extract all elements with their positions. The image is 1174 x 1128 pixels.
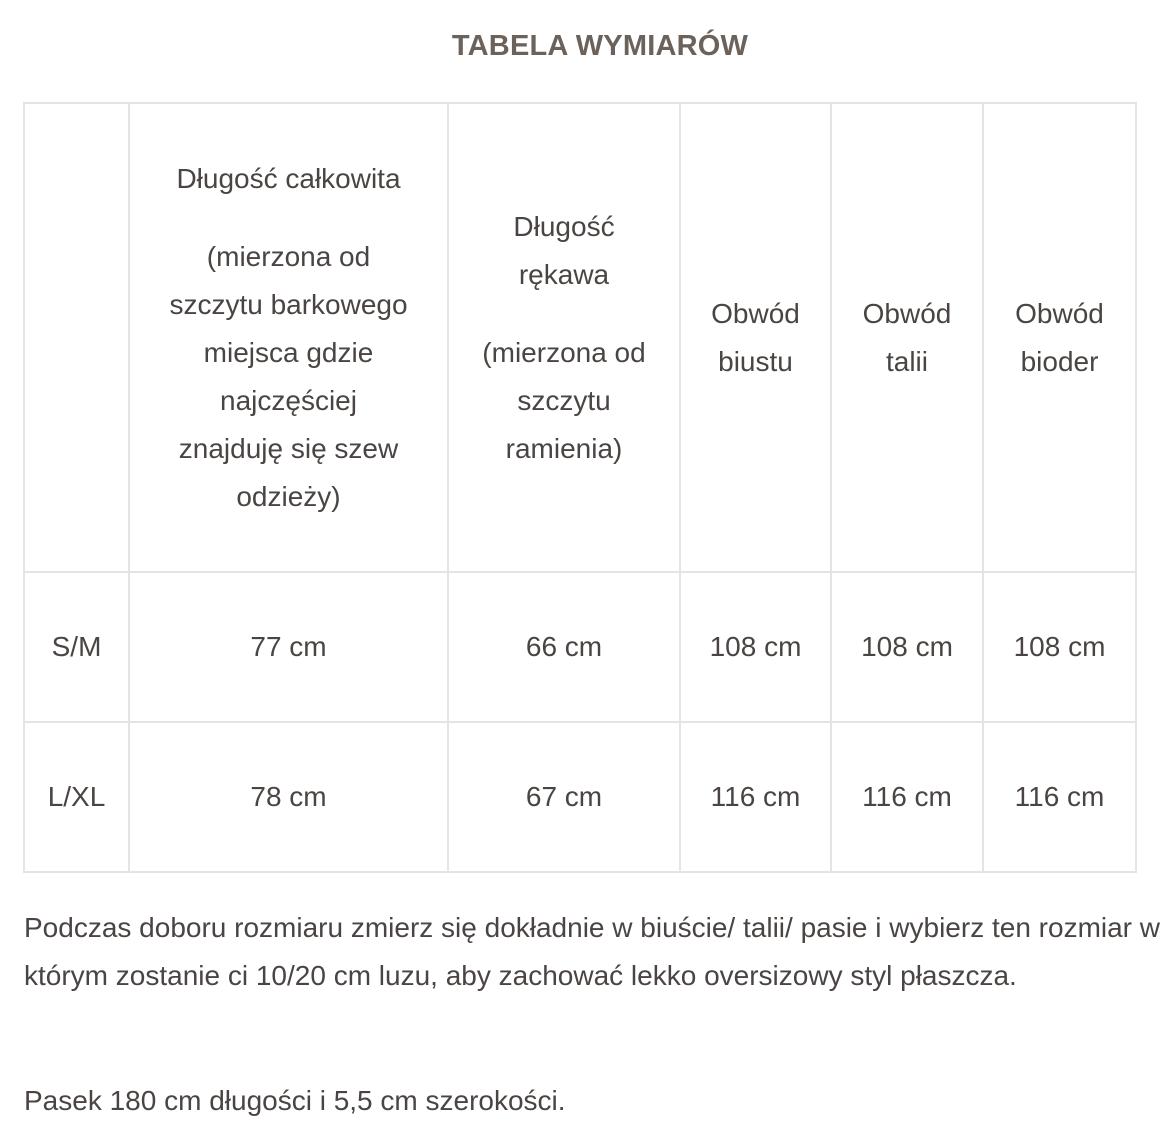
header-sleeve-length-note: (mierzona od [482, 336, 646, 368]
sizing-advice-text: Podczas doboru rozmiaru zmierz się dokładnie w biuście/ talii/ pasie i wybierz ten rozmiar w którym zostanie ci 10/20 cm luzu, aby zachować lekko oversizowy styl płaszcza. [24, 912, 1161, 991]
sleeve-length-cell: 66 cm [448, 572, 680, 722]
table-row [24, 722, 1136, 872]
header-hips [983, 103, 1136, 572]
page-title: TABELA WYMIARÓW [451, 30, 749, 62]
header-total-length [129, 103, 448, 572]
header-hips-label: bioder [1020, 345, 1099, 377]
hips-cell: 116 cm [983, 722, 1136, 872]
header-hips-label: Obwód [1015, 297, 1104, 329]
waist-cell: 116 cm [831, 722, 983, 872]
header-waist-label: talii [885, 345, 928, 377]
hips-cell: 108 cm [983, 572, 1136, 722]
header-sleeve-length-note: ramienia) [505, 432, 623, 464]
total-length-cell: 78 cm [129, 722, 448, 872]
header-waist-label: Obwód [862, 297, 952, 329]
table-header-row [24, 103, 1136, 572]
belt-info-text: Pasek 180 cm długości i 5,5 cm szerokości. [24, 1085, 566, 1116]
header-total-length-note: miejsca gdzie [203, 336, 374, 368]
sleeve-length-cell: 67 cm [448, 722, 680, 872]
header-sleeve-length-label: rękawa [518, 258, 610, 290]
waist-cell: 108 cm [831, 572, 983, 722]
table-row [24, 572, 1136, 722]
total-length-cell: 77 cm [129, 572, 448, 722]
header-sleeve-length-note: szczytu [517, 384, 611, 416]
header-size [24, 103, 129, 572]
size-cell: S/M [24, 572, 129, 722]
header-waist [831, 103, 983, 572]
header-sleeve-length [448, 103, 680, 572]
header-total-length-note: odzieży) [236, 480, 341, 512]
size-chart-table [23, 102, 1137, 873]
header-total-length-label: Długość całkowita [176, 162, 401, 194]
header-bust-label: biustu [718, 345, 793, 377]
header-total-length-note: najczęściej [220, 384, 357, 416]
header-bust-label: Obwód [711, 297, 800, 329]
size-cell: L/XL [24, 722, 129, 872]
header-total-length-note: znajduję się szew [178, 432, 399, 464]
header-sleeve-length-label: Długość [513, 210, 615, 242]
header-total-length-note: (mierzona od [206, 240, 371, 272]
bust-cell: 116 cm [680, 722, 831, 872]
header-total-length-note: szczytu barkowego [169, 288, 408, 320]
header-bust [680, 103, 831, 572]
bust-cell: 108 cm [680, 572, 831, 722]
